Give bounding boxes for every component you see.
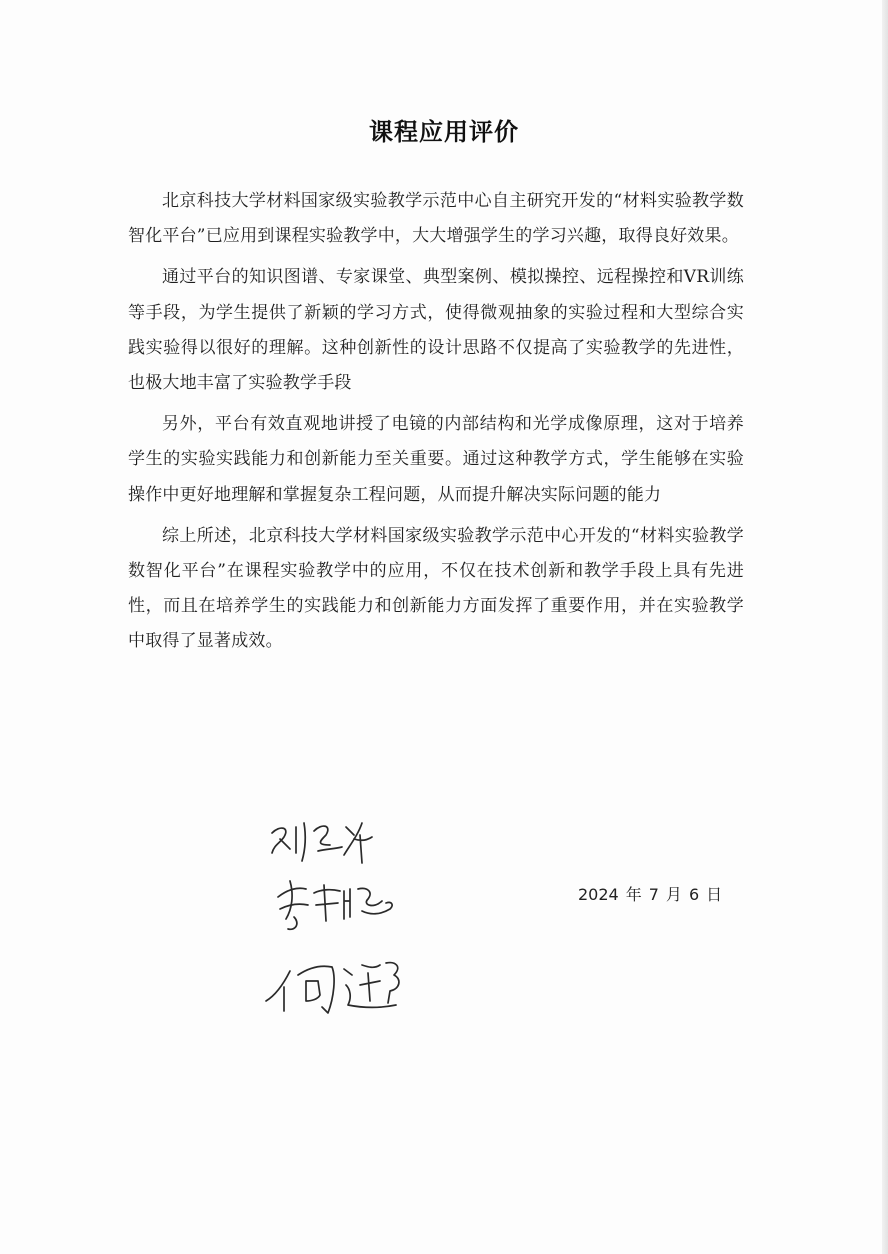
signature-3: [266, 963, 399, 1013]
signature-block: [250, 805, 450, 1045]
signature-1: [272, 823, 372, 863]
date-year: 2024: [578, 885, 619, 904]
paragraph-intro: 北京科技大学材料国家级实验教学示范中心自主研究开发的“材料实验教学数智化平台”已应用到课程实验教学中，大大增强学生的学习兴趣，取得良好效果。: [128, 191, 744, 247]
document-body: [128, 184, 744, 666]
date-year-unit: 年: [625, 885, 642, 904]
document-title: 课程应用评价: [369, 118, 519, 146]
document-date: [578, 882, 729, 905]
date-month-unit: 月: [665, 885, 682, 904]
date-day-unit: 日: [706, 885, 723, 904]
page-edge-shadow: [882, 0, 888, 1254]
date-day: 6: [688, 885, 700, 904]
date-month: 7: [648, 885, 659, 904]
paragraph-conclusion: 综上所述，北京科技大学材料国家级实验教学示范中心开发的“材料实验教学数智化平台”在课程实验教学中的应用，不仅在技术创新和教学手段上具有先进性，而且在培养学生的实践能力和创新能力方面发挥了重要作用，并在实验教学中取得了显著成效。: [128, 525, 744, 652]
paragraph-microscope: 另外，平台有效直观地讲授了电镜的内部结构和光学成像原理，这对于培养学生的实验实践能力和创新能力至关重要。通过这种教学方式，学生能够在实验操作中更好地理解和掌握复杂工程问题，从而提升解决实际问题的能力: [128, 414, 744, 505]
paragraph-methods: 通过平台的知识图谱、专家课堂、典型案例、模拟操控、远程操控和VR训练等手段，为学生提供了新颖的学习方式，使得微观抽象的实验过程和大型综合实践实验得以很好的理解。这种创新性的设计思路不仅提高了实验教学的先进性，也极大地丰富了实验教学手段: [128, 267, 744, 394]
handwritten-signatures: [250, 805, 450, 1045]
signature-2: [278, 881, 392, 929]
